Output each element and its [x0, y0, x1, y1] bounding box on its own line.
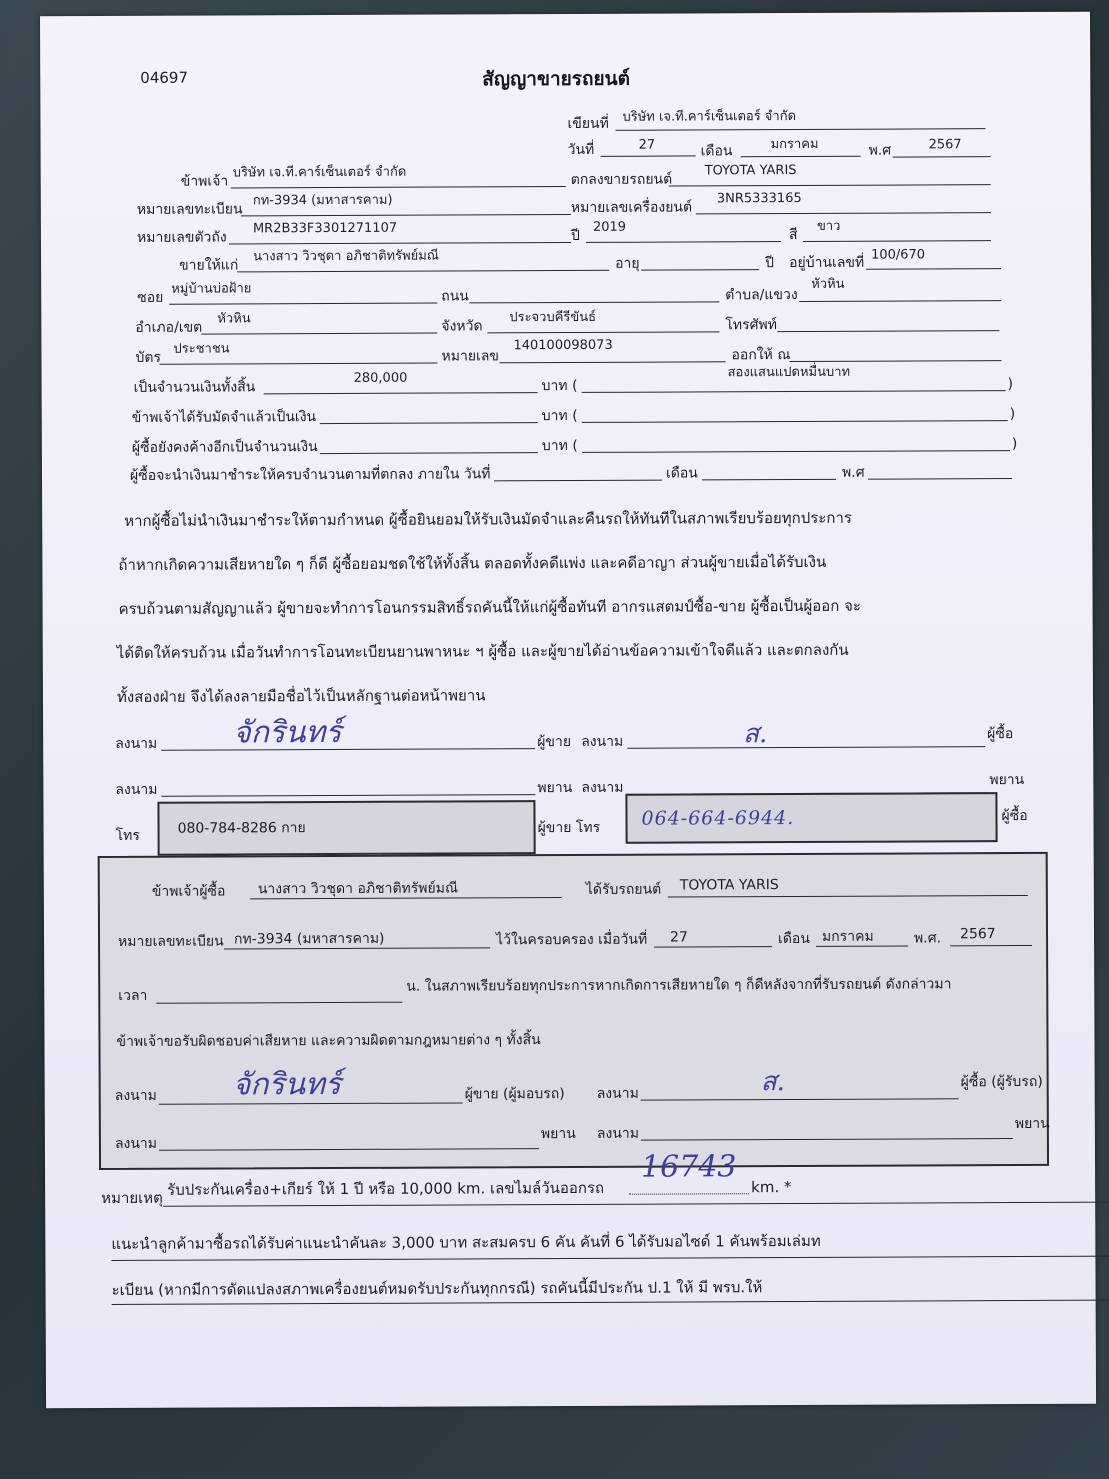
issued-line: [790, 360, 1002, 362]
receipt-year-line: [950, 945, 1032, 946]
notes-line-2: แนะนำลูกค้ามาซื้อรถได้รับค่าแนะนำคันละ 3,000 บาท สะสมครบ 6 คัน คันที่ 6 ได้รับมอไซด์ 1 คันพร้อมเล่มท: [111, 1231, 821, 1253]
card-no-value: 140100098073: [513, 337, 613, 354]
day-line: [601, 155, 696, 156]
total-line: [264, 392, 538, 394]
card-type-value: ประชาชน: [173, 341, 230, 357]
plate-value: กท-3934 (มหาสารคาม): [252, 192, 393, 209]
seller-role-label: ผู้ขาย: [537, 733, 572, 751]
year-line: [893, 156, 991, 157]
buyer-label: ขายให้แก่: [179, 257, 239, 274]
notes-line-3: ะเบียน (หากมีการดัดแปลงสภาพเครื่องยนต์หมดรับประกันทุกกรณี) รถคันนี้มีประกัน ป.1 ให้ มี พรบ.ให้: [111, 1278, 763, 1299]
notes-line-3-underline: [112, 1300, 1109, 1305]
pay-year-line: [868, 478, 1012, 480]
receipt-buyer-sign-label: ลงนาม: [596, 1085, 639, 1102]
document-title: สัญญาขายรถยนต์: [482, 67, 630, 91]
receipt-received-label: ได้รับรถยนต์: [585, 881, 662, 898]
color-value: ขาว: [816, 218, 841, 234]
notes-line-1: รับประกันเครื่อง+เกียร์ ให้ 1 ปี หรือ 10,000 km. เลขไมล์วันออกรถ: [167, 1178, 605, 1199]
district-label: อำเภอ/เขต: [135, 319, 203, 336]
receipt-seller-signature: จักรินทร์: [232, 1066, 342, 1103]
receipt-buyer-signature: ส.: [760, 1067, 785, 1098]
receipt-month-label: เดือน: [778, 930, 810, 948]
deposit-close: ): [1009, 406, 1016, 423]
remain-label: ผู้ซื้อยังคงค้างอีกเป็นจำนวนเงิน: [131, 439, 318, 456]
receipt-seller-sign-label: ลงนาม: [114, 1087, 157, 1104]
witness2-sign-label: ลงนาม: [581, 779, 624, 796]
years-label: ปี: [765, 255, 775, 272]
seller-phone-value: 080-784-8286 กาย: [177, 820, 306, 837]
seller-signature: จักรินทร์: [233, 714, 342, 751]
buyer-phone-box: [625, 792, 997, 844]
buyer-signature: ส.: [743, 719, 768, 750]
seller-phone-box: [157, 800, 535, 856]
model-year-value: 2019: [592, 219, 627, 235]
card-no-label: หมายเลข: [441, 348, 499, 365]
soi-value: หมู่บ้านบ่อฝ้าย: [171, 281, 252, 297]
chassis-line: [229, 242, 571, 244]
mileage-dotted-line: [629, 1193, 749, 1195]
receipt-liability-text: ข้าพเจ้าขอรับผิดชอบค่าเสียหาย และความผิดตามกฎหมายต่าง ๆ ทั้งสิ้น: [116, 1032, 541, 1050]
witness1-sign-label: ลงนาม: [115, 781, 158, 798]
pay-day-line: [494, 480, 662, 482]
month-value: มกราคม: [770, 136, 819, 153]
road-line: [469, 301, 719, 303]
vehicle-receipt-section: [98, 852, 1049, 1170]
remain-line: [320, 452, 538, 454]
deposit-line: [320, 422, 538, 424]
phone-line: [777, 330, 999, 332]
engine-label: หมายเลขเครื่องยนต์: [570, 199, 693, 216]
receipt-day-value: 27: [669, 929, 688, 946]
receipt-time-line: [156, 1002, 402, 1004]
color-label: สี: [788, 226, 798, 244]
year-value: 2567: [928, 137, 962, 153]
clause-line-1: หากผู้ซื้อไม่นำเงินมาชำระให้ตามกำหนด ผู้ซื้อยินยอมให้รับเงินมัดจำและคืนรถให้ทันทีในสภาพเรียบร้อยทุกประการ: [124, 508, 852, 530]
car-model-line: [669, 184, 991, 186]
card-no-line: [500, 361, 726, 363]
buyer-sign-line: [627, 746, 985, 749]
clause-line-5: ทั้งสองฝ่าย จึงได้ลงลายมือชื่อไว้เป็นหลักฐานต่อหน้าพยาน: [116, 686, 486, 706]
written-at-label: เขียนที่: [567, 115, 609, 132]
remain-close: ): [1011, 436, 1018, 453]
engine-value: 3NR5333165: [716, 190, 802, 207]
chassis-label: หมายเลขตัวถัง: [136, 229, 227, 246]
remain-text-line: [582, 450, 1010, 453]
month-line: [741, 156, 861, 158]
receipt-witness1-line: [159, 1148, 539, 1151]
receipt-condition-text: น. ในสภาพเรียบร้อยทุกประการหากเกิดการเสียหายใด ๆ ก็ดีหลังจากที่รับรถยนต์ ดังกล่าวมา: [406, 976, 952, 995]
subdistrict-line: [799, 300, 1001, 302]
buyer-role-label: ผู้ซื้อ: [987, 726, 1014, 743]
written-at-value: บริษัท เจ.ที.คาร์เซ็นเตอร์ จำกัด: [622, 108, 797, 125]
notes-line-1-underline: [163, 1202, 1109, 1207]
notes-line-2-underline: [111, 1256, 1109, 1261]
seller-sign-line: [161, 748, 535, 751]
receipt-plate-label: หมายเลขทะเบียน: [118, 933, 224, 950]
tel-label: โทร: [115, 827, 140, 844]
receipt-buyer-sign-line: [641, 1098, 959, 1100]
pay-month-label: เดือน: [665, 465, 698, 482]
receipt-seller-role: ผู้ขาย (ผู้มอบรถ): [464, 1086, 565, 1103]
agree-label: ตกลงขายรถยนต์: [570, 171, 673, 188]
total-text-value: สองแสนแปดหมื่นบาท: [727, 364, 851, 381]
receipt-buyer-value: นางสาว วิวชุดา อภิชาติทรัพย์มณี: [257, 880, 458, 898]
card-type-line: [160, 363, 438, 365]
road-label: ถนน: [441, 288, 469, 305]
seller-value: บริษัท เจ.ที.คาร์เซ็นเตอร์ จำกัด: [232, 164, 407, 181]
receipt-plate-line: [224, 947, 490, 949]
plate-label: หมายเลขทะเบียน: [136, 201, 243, 218]
witness1-role-label: พยาน: [537, 779, 573, 797]
receipt-buyer-label: ข้าพเจ้าผู้ซื้อ: [151, 883, 226, 900]
receipt-witness2-label: ลงนาม: [596, 1125, 639, 1142]
district-value: หัวหิน: [217, 311, 251, 327]
deposit-baht-label: บาท (: [541, 407, 578, 425]
mileage-value: 16743: [640, 1149, 737, 1185]
receipt-car-value: TOYOTA YARIS: [679, 877, 779, 894]
witness2-role-label: พยาน: [989, 772, 1025, 789]
model-year-label: ปี: [570, 227, 580, 244]
clause-line-2: ถ้าหากเกิดความเสียหายใด ๆ ก็ดี ผู้ซื้อยอมชดใช้ให้ทั้งสิ้น ตลอดทั้งคดีแพ่ง และคดีอาญา ส่วนผู้ขายเมื่อได้รับเงิน: [118, 552, 827, 574]
clause-line-4: ได้ติดให้ครบถ้วน เมื่อวันทำการโอนทะเบียนยานพาหนะ ฯ ผู้ซื้อ และผู้ขายได้อ่านข้อความเข้าใจดีแล้ว และตกลงกัน: [116, 640, 849, 662]
buyer-value: นางสาว วิวชุดา อภิชาติทรัพย์มณี: [253, 248, 439, 265]
notes-km-label: km. *: [751, 1178, 792, 1197]
age-label: อายุ: [615, 255, 640, 272]
buyer-line: [237, 270, 609, 273]
receipt-witness1-role: พยาน: [540, 1125, 576, 1143]
model-year-line: [586, 241, 781, 243]
total-close: ): [1007, 376, 1014, 393]
receipt-year-label: พ.ศ.: [914, 930, 942, 947]
province-value: ประจวบคีรีขันธ์: [509, 309, 597, 326]
deposit-label: ข้าพเจ้าได้รับมัดจำแล้วเป็นเงิน: [131, 409, 317, 426]
province-line: [487, 331, 719, 333]
pay-year-label: พ.ศ: [841, 464, 865, 481]
receipt-witness1-label: ลงนาม: [114, 1135, 158, 1152]
seller-line: [231, 186, 566, 188]
clause-line-3: ครบถ้วนตามสัญญาแล้ว ผู้ขายจะทำการโอนกรรมสิทธิ์รถคันนี้ให้แก่ผู้ซื้อทันที อากรแสตมป์ซื้อ-ขาย ผู้ซื้อเป็นผู้ออก จะ: [118, 596, 861, 618]
card-label: บัตร: [135, 349, 162, 366]
receipt-time-label: เวลา: [118, 987, 148, 1004]
address-label: อยู่บ้านเลขที่: [789, 254, 865, 272]
subdistrict-value: หัวหิน: [811, 276, 845, 292]
car-model-value: TOYOTA YARIS: [704, 162, 797, 179]
soi-line: [169, 303, 437, 305]
seller-phone-role: ผู้ขาย โทร: [537, 819, 601, 837]
year-label: พ.ศ: [868, 142, 892, 159]
district-line: [201, 333, 437, 335]
witness1-sign-line: [161, 794, 535, 797]
age-line: [641, 269, 759, 271]
pay-month-line: [702, 479, 836, 481]
buyer-phone-value: 064-664-6944.: [641, 807, 795, 830]
total-label: เป็นจำนวนเงินทั้งสิ้น: [133, 379, 256, 396]
receipt-buyer-role: ผู้ซื้อ (ผู้รับรถ): [960, 1073, 1043, 1091]
engine-line: [696, 212, 991, 214]
remain-baht-label: บาท (: [541, 437, 578, 455]
house-no-value: 100/670: [871, 247, 926, 263]
subdistrict-label: ตำบล/แขวง: [725, 286, 798, 304]
receipt-car-line: [668, 895, 1028, 898]
seller-sign-label: ลงนาม: [115, 735, 158, 752]
house-no-line: [866, 268, 1001, 270]
issued-label: ออกให้ ณ: [731, 347, 791, 364]
receipt-month-value: มกราคม: [821, 928, 874, 945]
soi-label: ซอย: [137, 289, 164, 306]
receipt-possession-label: ไว้ในครอบครอง เมื่อวันที่: [496, 931, 648, 949]
buyer-sign-label: ลงนาม: [581, 733, 624, 750]
deposit-text-line: [582, 420, 1008, 423]
buyer-phone-role: ผู้ซื้อ: [1001, 807, 1028, 825]
color-line: [803, 240, 991, 242]
receipt-buyer-line: [250, 897, 562, 899]
total-baht-label: บาท (: [541, 377, 578, 395]
province-label: จังหวัด: [441, 318, 483, 335]
chassis-value: MR2B33F3301271107: [252, 220, 398, 237]
seller-label: ข้าพเจ้า: [180, 173, 229, 190]
total-value: 280,000: [353, 370, 408, 386]
pay-label: ผู้ซื้อจะนำเงินมาชำระให้ครบจำนวนตามที่ตกลง ภายใน วันที่: [129, 466, 491, 484]
receipt-month-line: [816, 946, 908, 947]
written-at-line: [616, 128, 986, 131]
date-label: วันที่: [567, 141, 595, 158]
document-number: 04697: [140, 68, 189, 87]
receipt-day-line: [654, 946, 772, 948]
phone-label: โทรศัพท์: [725, 317, 778, 334]
receipt-witness2-line: [641, 1138, 1013, 1141]
notes-label: หมายเหตุ: [101, 1188, 163, 1208]
receipt-witness2-role: พยาน: [1014, 1115, 1050, 1133]
plate-line: [241, 214, 571, 216]
total-text-line: [582, 390, 1006, 393]
contract-paper: [40, 12, 1096, 1409]
receipt-year-value: 2567: [959, 926, 996, 943]
receipt-plate-value: กท-3934 (มหาสารคาม): [233, 930, 385, 948]
day-value: 27: [638, 137, 656, 153]
month-label: เดือน: [700, 143, 733, 160]
